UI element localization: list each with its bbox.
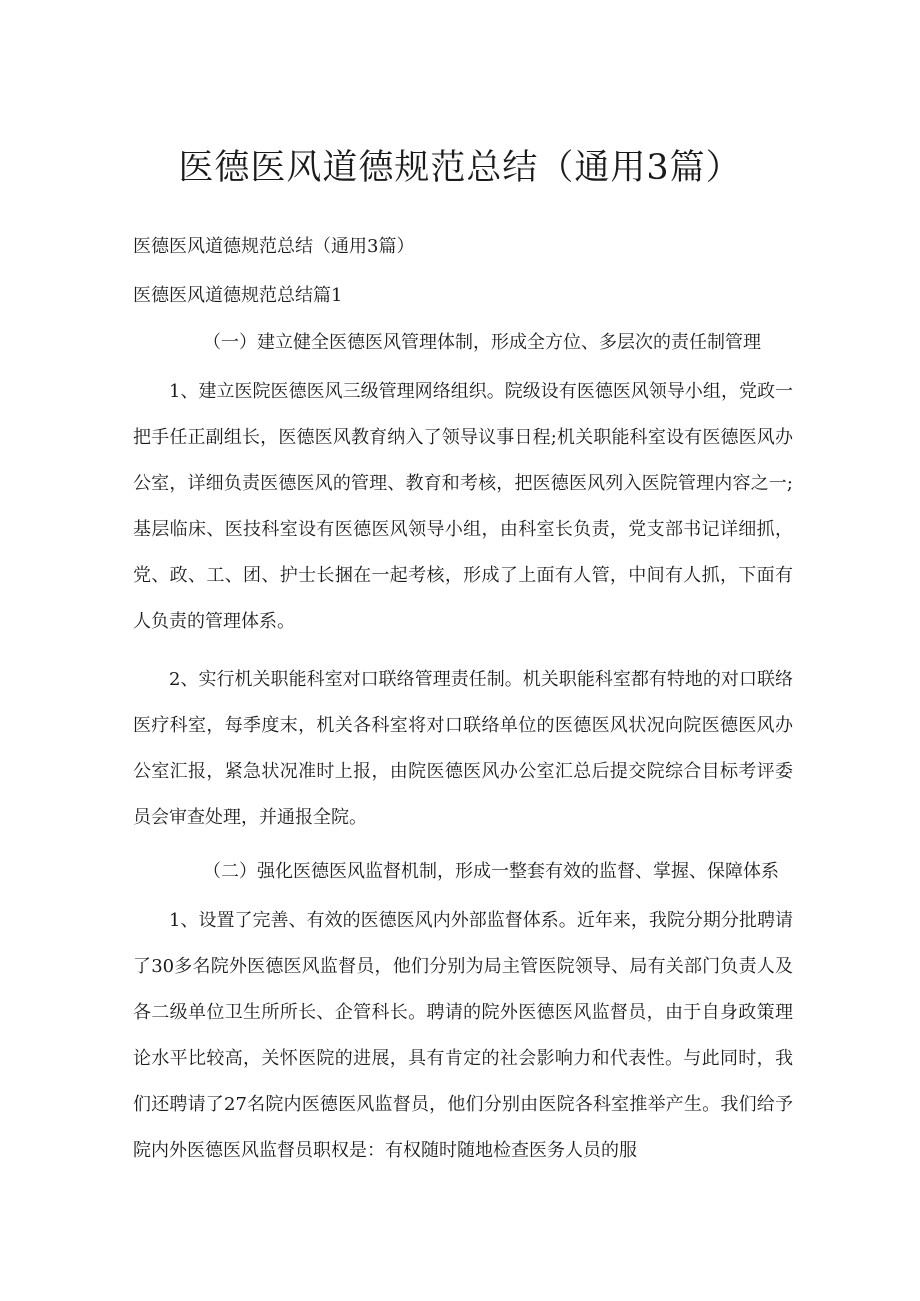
document-subtitle: 医德医风道德规范总结（通用3篇） — [133, 236, 415, 257]
heading-1: （一）建立健全医德医风管理体制，形成全方位、多层次的责任制管理 — [203, 332, 761, 353]
document-title: 医德医风道德规范总结（通用3篇） — [178, 148, 742, 188]
heading-2: （二）强化医德医风监督机制，形成一整套有效的监督、掌握、保障体系 — [203, 861, 779, 882]
paragraph-3: 1、设置了完善、有效的医德医风内外部监督体系。近年来，我院分期分批聘请了30多名院外医德医风监督员，他们分别为局主管医院领导、局有关部门负责人及各二级单位卫生所所长、企管科长。聘请的院外医德医风监督员，由于自身政策理论水平比较高，关怀医院的进展，具有肯定的社会影响力和代表性。与此同时，我们还聘请了27名院内医德医风监督员，他们分别由医院各科室推举产生。我们给予院内外医德医风监督员职权是：有权随时随地检查医务人员的服 — [133, 910, 793, 1161]
paragraph-2: 2、实行机关职能科室对口联络管理责任制。机关职能科室都有特地的对口联络医疗科室，每季度末，机关各科室将对口联络单位的医德医风状况向院医德医风办公室汇报，紧急状况准时上报，由院医德医风办公室汇总后提交院综合目标考评委员会审查处理，并通报全院。 — [133, 669, 793, 828]
section-title: 医德医风道德规范总结篇1 — [133, 285, 343, 306]
paragraph-1: 1、建立医院医德医风三级管理网络组织。院级设有医德医风领导小组，党政一把手任正副组长，医德医风教育纳入了领导议事日程;机关职能科室设有医德医风办公室，详细负责医德医风的管理、教育和考核，把医德医风列入医院管理内容之一;基层临床、医技科室设有医德医风领导小组，由科室长负责，党支部书记详细抓，党、政、工、团、护士长捆在一起考核，形成了上面有人管，中间有人抓，下面有人负责的管理体系。 — [133, 381, 793, 632]
